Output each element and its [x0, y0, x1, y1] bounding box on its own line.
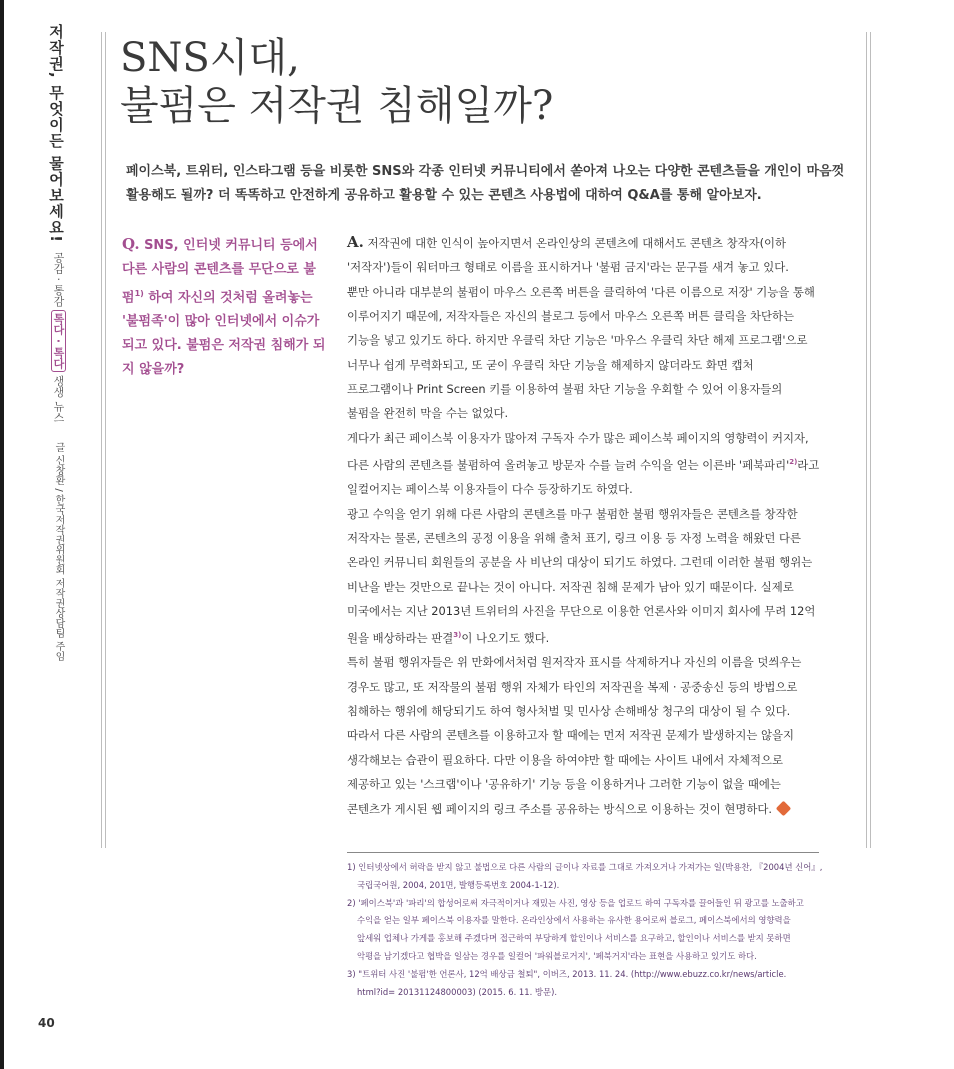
answer-mark: A.	[347, 233, 364, 251]
end-mark-icon	[776, 800, 792, 816]
answer-line: 생각해보는 습관이 필요하다. 다만 이용을 하여야만 할 때에는 사이트 내에서 자체적으로	[347, 752, 783, 767]
question-text-1: SNS, 인터넷 커뮤니티 등에서 다른 사람의 콘텐츠를 무단으로 불펌	[122, 238, 318, 306]
answer-block	[347, 230, 825, 821]
answer-line: 프로그램이나 Print Screen 키를 이용하여 불펌 차단 기능을 우회할 수 있어 이용자들의	[347, 382, 783, 397]
footnote-ref-2: 2)	[789, 458, 798, 467]
answer-line: 이루어지기 때문에, 저작자들은 자신의 블로그 등에서 마우스 오른쪽 버튼 클릭을 차단하는	[347, 309, 794, 324]
answer-line-text: 콘텐츠가 게시된 웹 페이지의 링크 주소를 공유하는 방식으로 이용하는 것이 현명하다.	[347, 801, 772, 816]
question-block	[122, 232, 328, 382]
headline-line-1: SNS시대,	[120, 35, 300, 81]
answer-line-text: 다른 사람의 콘텐츠를 불펌하여 올려놓고 방문자 수를 늘려 수익을 얻는 이른바 '페북파리'	[347, 457, 790, 472]
footnote-ref-3: 3)	[453, 631, 462, 640]
answer-line: 불펌을 완전히 막을 수는 없었다.	[347, 406, 509, 421]
answer-line: 게다가 최근 페이스북 이용자가 많아져 구독자 수가 많은 페이스북 페이지의 영향력이 커지자,	[347, 430, 809, 445]
footnote-line: 앞세워 업체나 가게를 홍보해 주겠다며 접근하여 부당하게 할인이나 서비스를 요구하고, 할인이나 서비스를 받지 못하면	[357, 933, 791, 944]
book-spine	[0, 0, 4, 1069]
answer-line: 온라인 커뮤니티 회원들의 공분을 사 비난의 대상이 되기도 하였다. 그런데 이러한 불펌 행위는	[347, 555, 813, 570]
footnote-line: 1) 인터넷상에서 허락을 받지 않고 불법으로 다른 사람의 글이나 자료를 그대로 가져오거나 가져가는 일(박용찬, 『2004년 신어』,	[347, 862, 823, 872]
answer-line	[347, 230, 825, 255]
answer-line: 저작자는 물론, 콘텐츠의 공정 이용을 위해 출처 표기, 링크 이용 등 자정 노력을 해왔던 다른	[347, 530, 802, 545]
section-subtitle	[50, 252, 66, 423]
answer-line: 일컬어지는 페이스북 이용자들이 다수 등장하기도 하였다.	[347, 482, 633, 497]
footnote-line: 수익을 얻는 일부 페이스북 이용자를 말한다. 온라인상에서 사용하는 유사한 용어로써 블로그, 페이스북에서의 영향력을	[357, 915, 791, 926]
answer-line	[347, 623, 825, 650]
section-title: 저작권, 무엇이든 물어보세요!	[47, 24, 65, 243]
question-mark: Q.	[122, 235, 140, 253]
side-column	[40, 24, 84, 744]
answer-line: 경우도 많고, 또 저작물의 불펌 행위 자체가 타인의 저작권을 복제 · 공중송신 등의 방법으로	[347, 679, 798, 694]
answer-line-text: 라고	[797, 457, 820, 472]
footnote-line: 국립국어원, 2004, 201면, 발행등록번호 2004-1-12).	[357, 879, 560, 890]
answer-line: 제공하고 있는 '스크랩'이나 '공유하기' 기능 등을 이용하거나 그러한 기능이 없을 때에는	[347, 777, 781, 792]
answer-line: 따라서 다른 사람의 콘텐츠를 이용하고자 할 때에는 먼저 저작권 문제가 발생하지는 않을지	[347, 728, 794, 743]
answer-line: 비난을 받는 것만으로 끝나는 것이 아니다. 저작권 침해 문제가 남아 있기 때문이다. 실제로	[347, 579, 794, 594]
footnote-ref-1: 1)	[134, 289, 144, 298]
left-rule-outer	[101, 32, 102, 848]
subtitle-post: 생생 뉴스	[52, 371, 65, 423]
answer-line-text: 저작권에 대한 인식이 높아지면서 온라인상의 콘텐츠에 대해서도 콘텐츠 창작자(이하	[363, 236, 787, 250]
headline	[120, 34, 860, 130]
footnotes	[347, 859, 837, 1001]
answer-line-text: 이 나오기도 했다.	[461, 631, 550, 646]
answer-line: 특히 불펌 행위자들은 위 만화에서처럼 원저작자 표시를 삭제하거나 자신의 이름을 덧씌우는	[347, 655, 802, 670]
subtitle-pre: 공감 · 통감	[52, 252, 65, 310]
answer-line: 뿐만 아니라 대부분의 불펌이 마우스 오른쪽 버튼을 클릭하여 '다른 이름으로 저장' 기능을 통해	[347, 284, 815, 299]
answer-line	[347, 450, 825, 477]
answer-line: 기능을 넣고 있기도 하다. 하지만 우클릭 차단 기능은 '마우스 우클릭 차단 해제 프로그램'으로	[347, 333, 808, 348]
headline-line-2: 불펌은 저작권 침해일까?	[120, 83, 554, 129]
answer-line: 광고 수익을 얻기 위해 다른 사람의 콘텐츠를 마구 불펌한 불펌 행위자들은 콘텐츠를 창작한	[347, 506, 798, 521]
footnote-divider	[347, 852, 819, 853]
answer-line: '저작자')들이 워터마크 형태로 이름을 표시하거나 '불펌 금지'라는 문구를 새겨 놓고 있다.	[347, 260, 789, 275]
left-rule-inner	[105, 32, 106, 848]
footnote-line: 3) "트위터 사진 '불펌'한 언론사, 12억 배상금 철퇴", 이버즈, 2013. 11. 24. (http://www.ebuzz.co.kr/news/article.	[347, 968, 787, 979]
answer-line: 미국에서는 지난 2013년 트위터의 사진을 무단으로 이용한 언론사와 이미지 회사에 무려 12억	[347, 603, 816, 618]
right-rule-outer	[870, 32, 871, 848]
footnote-line: 악평을 남기겠다고 협박을 일삼는 경우를 일컬어 '파워블로거지', '페북거지'라는 표현을 사용하고 있기도 하다.	[357, 950, 757, 961]
question-text-2: 하여 자신의 것처럼 올려놓는 '불펌족'이 많아 인터넷에서 이슈가 되고 있다. 불펌은 저작권 침해가 되지 않을까?	[122, 290, 326, 378]
lead-paragraph: 페이스북, 트위터, 인스타그램 등을 비롯한 SNS와 각종 인터넷 커뮤니티에서 쏟아져 나오는 다양한 콘텐츠들을 개인이 마음껏 활용해도 될까? 더 똑똑하고 안전하게 공유하고 활용할 수 있는 콘텐츠 사용법에 대하여 Q&A를 통해 알아보자.	[126, 164, 845, 203]
subtitle-highlight: 톡다 · 톡다	[51, 310, 66, 372]
footnote-line: html?id= 20131124800003) (2015. 6. 11. 방문).	[357, 986, 558, 997]
right-rule-inner	[866, 32, 867, 848]
footnote-line: 2) '페이스북'과 '파리'의 합성어로써 자극적이거나 재밌는 사진, 영상 등을 업로드 하여 구독자를 끌어들인 뒤 광고를 노출하고	[347, 897, 804, 908]
answer-line	[347, 797, 825, 821]
answer-line-text: 원을 배상하라는 판결	[347, 631, 454, 646]
answer-line: 너무나 쉽게 무력화되고, 또 굳이 우클릭 차단 기능을 해제하지 않더라도 화면 캡처	[347, 357, 754, 372]
author-credit: 글 신창환 / 한국저작권위원회 저작권상담팀 주임	[53, 442, 64, 662]
page-number: 40	[38, 1016, 55, 1030]
answer-line: 침해하는 행위에 해당되기도 하여 형사처벌 및 민사상 손해배상 청구의 대상이 될 수 있다.	[347, 704, 791, 719]
